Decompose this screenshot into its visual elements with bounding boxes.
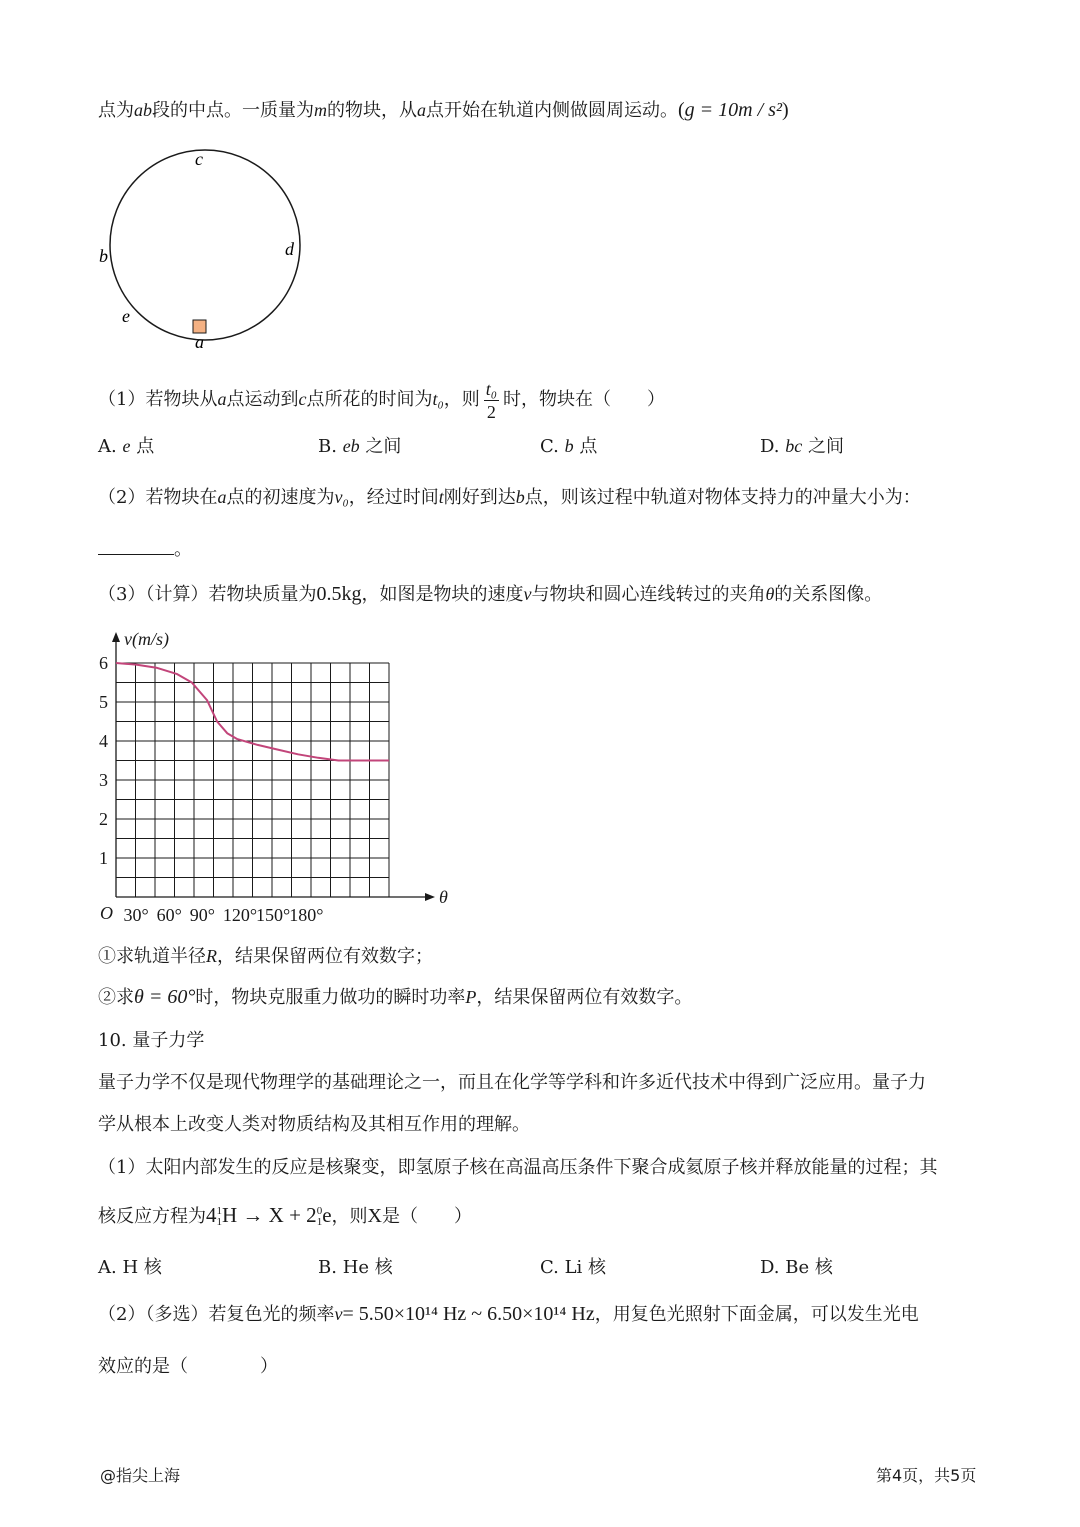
s10-q1-option-b[interactable]: B. He 核	[318, 1257, 393, 1278]
y-tick-label: 3	[99, 770, 108, 790]
s10-q1-option-d[interactable]: D. Be 核	[760, 1257, 833, 1278]
chart-tick-labels	[99, 629, 448, 925]
fraction-t0-over-2: $\frac{\text{t₀}}{2}$	[485, 378, 497, 422]
section-10-para-2: 学从根本上改变人类对物质结构及其相互作用的理解。	[98, 1114, 530, 1135]
velocity-angle-chart	[90, 620, 448, 930]
y-axis-label: v(m/s)	[124, 629, 169, 649]
track-circle	[110, 150, 300, 340]
q2-stem: （2）若物块在a点的初速度为v₀，经过时间t刚好到达b点，则该过程中轨道对物体支持力的冲量大小为：	[98, 487, 921, 508]
y-tick-label: 1	[99, 848, 108, 868]
footer-page-number: 第4页，共5页	[876, 1466, 977, 1485]
circular-track-figure	[95, 145, 315, 355]
origin-label: O	[100, 903, 113, 923]
s10-q1-option-c[interactable]: C. Li 核	[540, 1257, 607, 1278]
chart-axes	[112, 632, 435, 901]
y-tick-label: 6	[99, 653, 108, 673]
x-tick-label: 30°	[123, 905, 149, 925]
label-c: c	[195, 149, 203, 169]
y-axis-arrow	[112, 632, 120, 642]
q3-stem: （3）（计算）若物块质量为0.5kg，如图是物块的速度v与物块和圆心连线转过的夹角θ的关系图像。	[98, 583, 883, 605]
q1-option-c[interactable]: C. b 点	[540, 436, 598, 457]
x-tick-label: 150°	[256, 905, 291, 925]
chart-grid	[116, 663, 389, 897]
s10-q2-line2: 效应的是（ ）	[98, 1356, 278, 1377]
x-axis-arrow	[425, 893, 435, 901]
s10-q1-line1: （1）太阳内部发生的反应是核聚变，即氢原子核在高温高压条件下聚合成氦原子核并释放能量的过程；其	[98, 1157, 938, 1178]
var-a: a	[417, 100, 426, 120]
intro-line: 点为ab段的中点。一质量为m的物块，从a点开始在轨道内侧做圆周运动。(g = 10m / s²)	[98, 99, 789, 121]
q3-sub1: ①求轨道半径R，结果保留两位有效数字；	[98, 946, 433, 967]
y-tick-label: 5	[99, 692, 108, 712]
y-tick-label: 2	[99, 809, 108, 829]
q3-sub2: ②求θ = 60°时，物块克服重力做功的瞬时功率P，结果保留两位有效数字。	[98, 986, 693, 1008]
x-axis-label: θ	[439, 887, 448, 907]
gravity-note: (g = 10m / s²)	[678, 99, 789, 121]
s10-q1-option-a[interactable]: A. H 核	[98, 1257, 162, 1278]
q2-answer-blank[interactable]: 。	[98, 535, 192, 561]
nuclear-equation: 4 1 1 H → X + 2 0 1 e	[206, 1203, 332, 1229]
x-tick-label: 60°	[156, 905, 182, 925]
q1-option-a[interactable]: A. e 点	[98, 436, 155, 457]
label-e: e	[122, 306, 130, 326]
q1-option-b[interactable]: B. eb 之间	[318, 436, 402, 457]
var-ab: ab	[134, 100, 152, 120]
q1-stem: （1）若物块从a点运动到c点所花的时间为t₀，则 $\frac{\text{t₀}}{2}$ 时，物块在（ ）	[98, 378, 665, 422]
s10-q2-line1: （2）（多选）若复色光的频率ν= 5.50×10¹⁴ Hz ~ 6.50×10¹⁴ Hz，用复色光照射下面金属，可以发生光电	[98, 1303, 919, 1325]
y-tick-label: 4	[99, 731, 108, 751]
s10-q1-line2: 核反应方程为4 1 1 H → X + 2 0 1 e，则X是（ ）	[98, 1203, 472, 1229]
label-a: a	[195, 332, 204, 352]
x-tick-label: 180°	[289, 905, 324, 925]
label-d: d	[285, 239, 294, 259]
section-10-title: 10. 量子力学	[98, 1030, 205, 1051]
x-tick-label: 90°	[189, 905, 215, 925]
x-tick-label: 120°	[222, 905, 258, 925]
q1-option-d[interactable]: D. bc 之间	[760, 436, 844, 457]
label-b: b	[99, 246, 108, 266]
var-m: m	[314, 100, 327, 120]
footer-source: @指尖上海	[100, 1466, 181, 1485]
section-10-para-1: 量子力学不仅是现代物理学的基础理论之一，而且在化学等学科和许多近代技术中得到广泛应用。量子力	[98, 1072, 926, 1093]
